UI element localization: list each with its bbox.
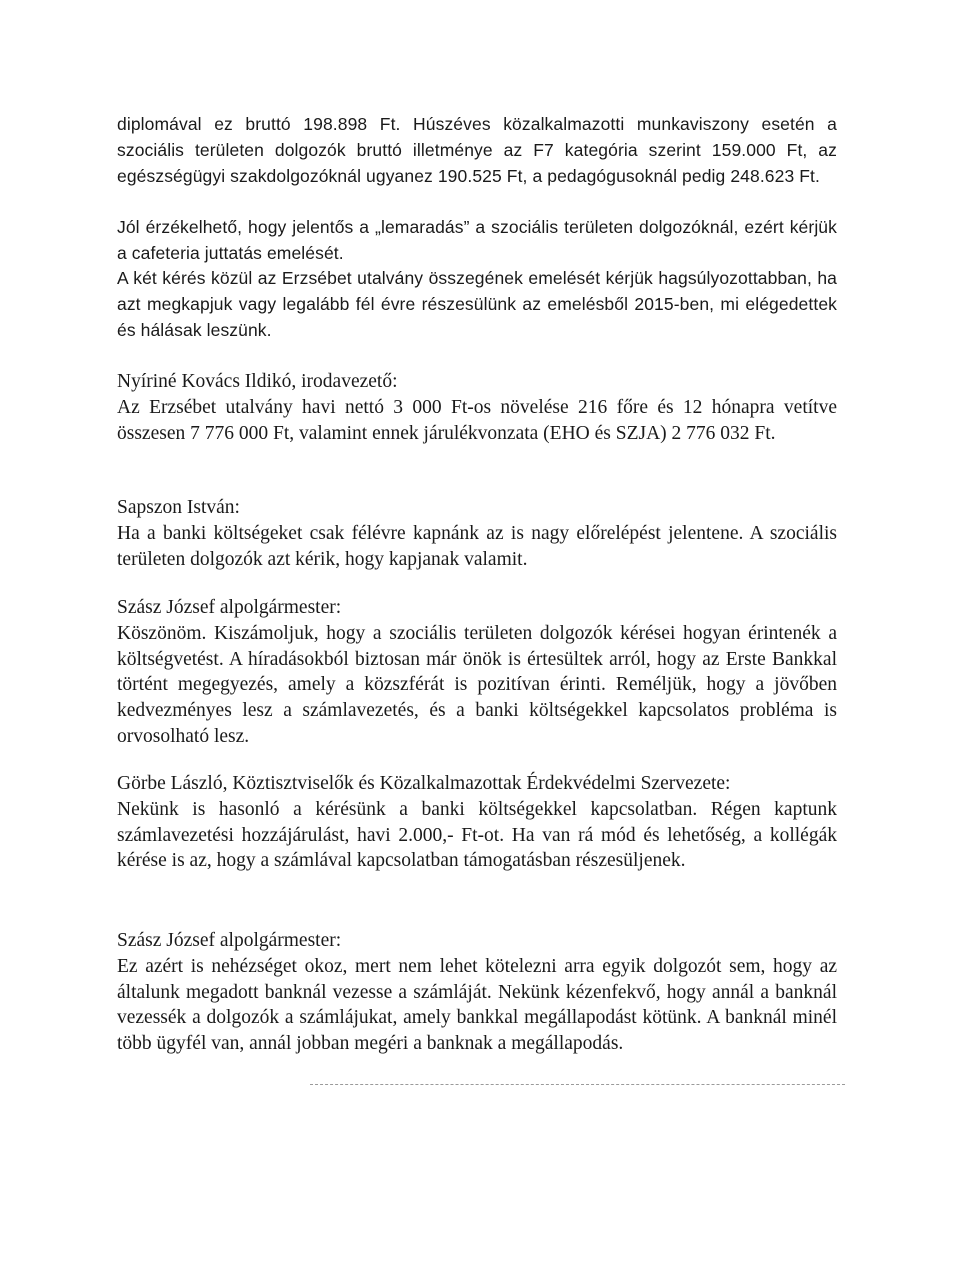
speaker-name: Görbe László, Köztisztviselők és Közalkalmazottak Érdekvédelmi Szervezete: xyxy=(117,773,731,794)
statement-text: Az Erzsébet utalvány havi nettó 3 000 Ft-os növelése 216 főre és 12 hónapra vetítve összesen 7 776 000 Ft, valamint ennek járulékvonzata (EHO és SZJA) 2 776 032 Ft. xyxy=(117,396,837,444)
statement-block xyxy=(117,495,837,572)
paragraph-salary-comparison: diplomával ez bruttó 198.898 Ft. Húszéves közalkalmazotti munkaviszony esetén a szociális területen dolgozók bruttó illetménye az F7 kategória szerint 159.000 Ft, az egészségügyi szakdolgozóknál ugyanez 190.525 Ft, a pedagógusoknál pedig 248.623 Ft. xyxy=(117,114,837,186)
statement-block xyxy=(117,369,837,446)
dashed-divider xyxy=(310,1084,845,1085)
statement-text: Ez azért is nehézséget okoz, mert nem lehet kötelezni arra egyik dolgozót sem, hogy az általunk megadott banknál vezesse a számláját. Nekünk kézenfekvő, hogy annál a banknál vezessék a dolgozók a számlájukat, amely bankkal megállapodást kötünk. A banknál minél több ügyfél van, annál jobban megéri a banknak a megállapodás. xyxy=(117,955,837,1055)
speaker-name: Nyíriné Kovács Ildikó, irodavezető: xyxy=(117,371,398,392)
statement-text: Nekünk is hasonló a kérésünk a banki költségekkel kapcsolatban. Régen kaptunk számlavezetési hozzájárulást, havi 2.000,- Ft-ot. Ha van rá mód és lehetőség, a kollégák kérése is az, hogy a számlával kapcsolatban támogatásban részesüljenek. xyxy=(117,798,837,872)
speaker-name: Szász József alpolgármester: xyxy=(117,930,342,951)
statement-text: Ha a banki költségeket csak félévre kapnánk az is nagy előrelépést jelentene. A szociális területen dolgozók azt kérik, hogy kapjanak valamit. xyxy=(117,522,837,570)
paragraph-lag-cafeteria: Jól érzékelhető, hogy jelentős a „lemaradás” a szociális területen dolgozóknál, ezért kérjük a cafeteria juttatás emelését. xyxy=(117,217,837,263)
statement-block xyxy=(117,595,837,750)
statement-text: Köszönöm. Kiszámoljuk, hogy a szociális területen dolgozók kérései hogyan érintenék a költségvetést. A híradásokból biztosan már önök is értesültek arról, hogy az Erste Bankkal történt megegyezés, amely a közszférát is pozitívan érinti. Reméljük, hogy a jövőben kedvezményes lesz a számlavezetés, és a banki költségekkel kapcsolatos probléma is orvosolható lesz. xyxy=(117,622,837,747)
speaker-name: Szász József alpolgármester: xyxy=(117,597,342,618)
statement-block xyxy=(117,771,837,874)
paragraph-voucher-request: A két kérés közül az Erzsébet utalvány összegének emelését kérjük hagsúlyozottabban, ha azt megkapjuk vagy legalább fél évre részesülünk az emelésből 2015-ben, mi elégedettek és hálásak leszünk. xyxy=(117,268,837,340)
statement-block xyxy=(117,928,837,1057)
speaker-name: Sapszon István: xyxy=(117,497,240,518)
